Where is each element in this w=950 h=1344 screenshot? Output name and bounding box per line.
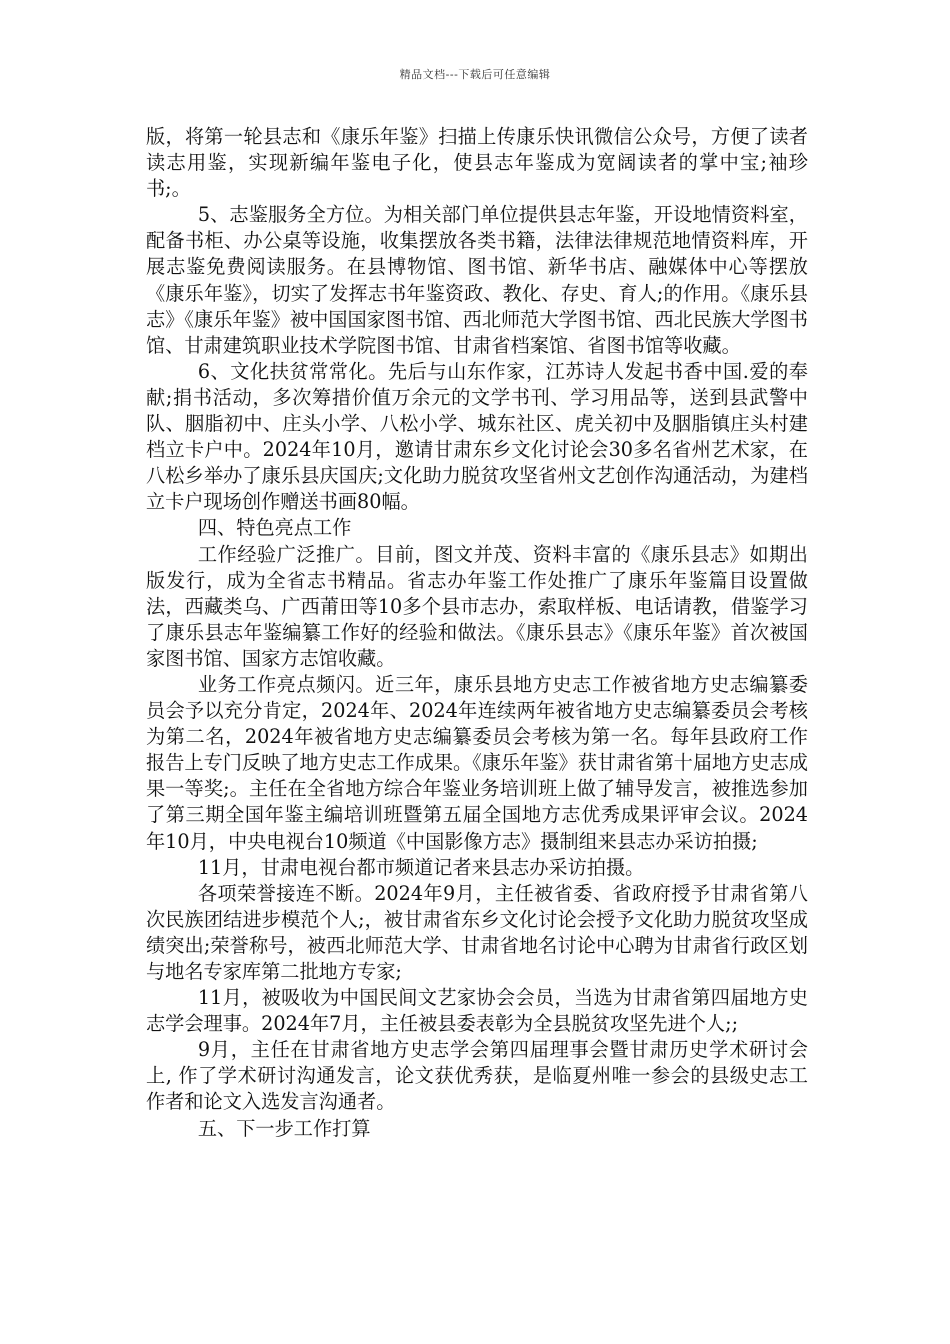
page-header: 精品文档---下载后可任意编辑 [399,68,551,81]
paragraph-3: 6、文化扶贫常常化。先后与山东作家，江苏诗人发起书香中国.爱的奉献;捐书活动，多次筹措价值万余元的文学书刊、学习用品等，送到县武警中队、胭脂初中、庄头小学、八松小学、城东社区、虎关初中及胭脂镇庄头村建档立卡户中。2024年10月，邀请甘肃东乡文化讨论会30多名省州艺术家，在八松乡举办了康乐县庆国庆;文化助力脱贫攻坚省州文艺创作沟通活动，为建档立卡户现场创作赠送书画80幅。 [146,359,808,514]
paragraph-1: 版，将第一轮县志和《康乐年鉴》扫描上传康乐快讯微信公众号，方便了读者读志用鉴，实现新编年鉴电子化，使县志年鉴成为宽阔读者的掌中宝;袖珍书;。 [146,125,808,201]
document-body [146,124,808,1142]
paragraph-7: 11月，甘肃电视台都市频道记者来县志办采访拍摄。 [197,855,645,879]
paragraph-9: 11月，被吸收为中国民间文艺家协会会员，当选为甘肃省第四届地方史志学会理事。2024年7月，主任被县委表彰为全县脱贫攻坚先进个人;; [146,986,808,1036]
paragraph-8: 各项荣誉接连不断。2024年9月，主任被省委、省政府授予甘肃省第八次民族团结进步模范个人;，被甘肃省东乡文化讨论会授予文化助力脱贫攻坚成绩突出;荣誉称号，被西北师范大学、甘肃省地名讨论中心聘为甘肃省行政区划与地名专家库第二批地方专家; [146,881,808,983]
section-heading-4: 四、特色亮点工作 [197,516,352,540]
paragraph-10: 9月，主任在甘肃省地方史志学会第四届理事会暨甘肃历史学术研讨会上, 作了学术研讨沟通发言，论文获优秀获，是临夏州唯一参会的县级史志工作者和论文入选发言沟通者。 [146,1038,808,1114]
paragraph-6: 业务工作亮点频闪。近三年，康乐县地方史志工作被省地方史志编纂委员会予以充分肯定，2024年、2024年连续两年被省地方史志编纂委员会考核为第二名，2024年被省地方史志编纂委员会考核为第一名。每年县政府工作报告上专门反映了地方史志工作成果。《康乐年鉴》获甘肃省第十届地方史志成果一等奖;。主任在全省地方综合年鉴业务培训班上做了辅导发言，被推选参加了第三期全国年鉴主编培训班暨第五届全国地方志优秀成果评审会议。2024年10月，中央电视台10频道《中国影像方志》摄制组来县志办采访拍摄; [146,672,808,853]
paragraph-2: 5、志鉴服务全方位。为相关部门单位提供县志年鉴，开设地情资料室，配备书柜、办公桌等设施，收集摆放各类书籍，法律法律规范地情资料库，开展志鉴免费阅读服务。在县博物馆、图书馆、新华书店、融媒体中心等摆放《康乐年鉴》，切实了发挥志书年鉴资政、教化、存史、育人;的作用。《康乐县志》《康乐年鉴》被中国国家图书馆、西北师范大学图书馆、西北民族大学图书馆、甘肃建筑职业技术学院图书馆、甘肃省档案馆、省图书馆等收藏。 [146,203,808,357]
paragraph-5: 工作经验广泛推广。目前，图文并茂、资料丰富的《康乐县志》如期出版发行，成为全省志书精品。省志办年鉴工作处推广了康乐年鉴篇目设置做法，西藏类乌、广西莆田等10多个县市志办，索取样板、电话请教，借鉴学习了康乐县志年鉴编纂工作好的经验和做法。《康乐县志》《康乐年鉴》首次被国家图书馆、国家方志馆收藏。 [146,542,808,670]
section-heading-5: 五、下一步工作打算 [197,1116,371,1140]
